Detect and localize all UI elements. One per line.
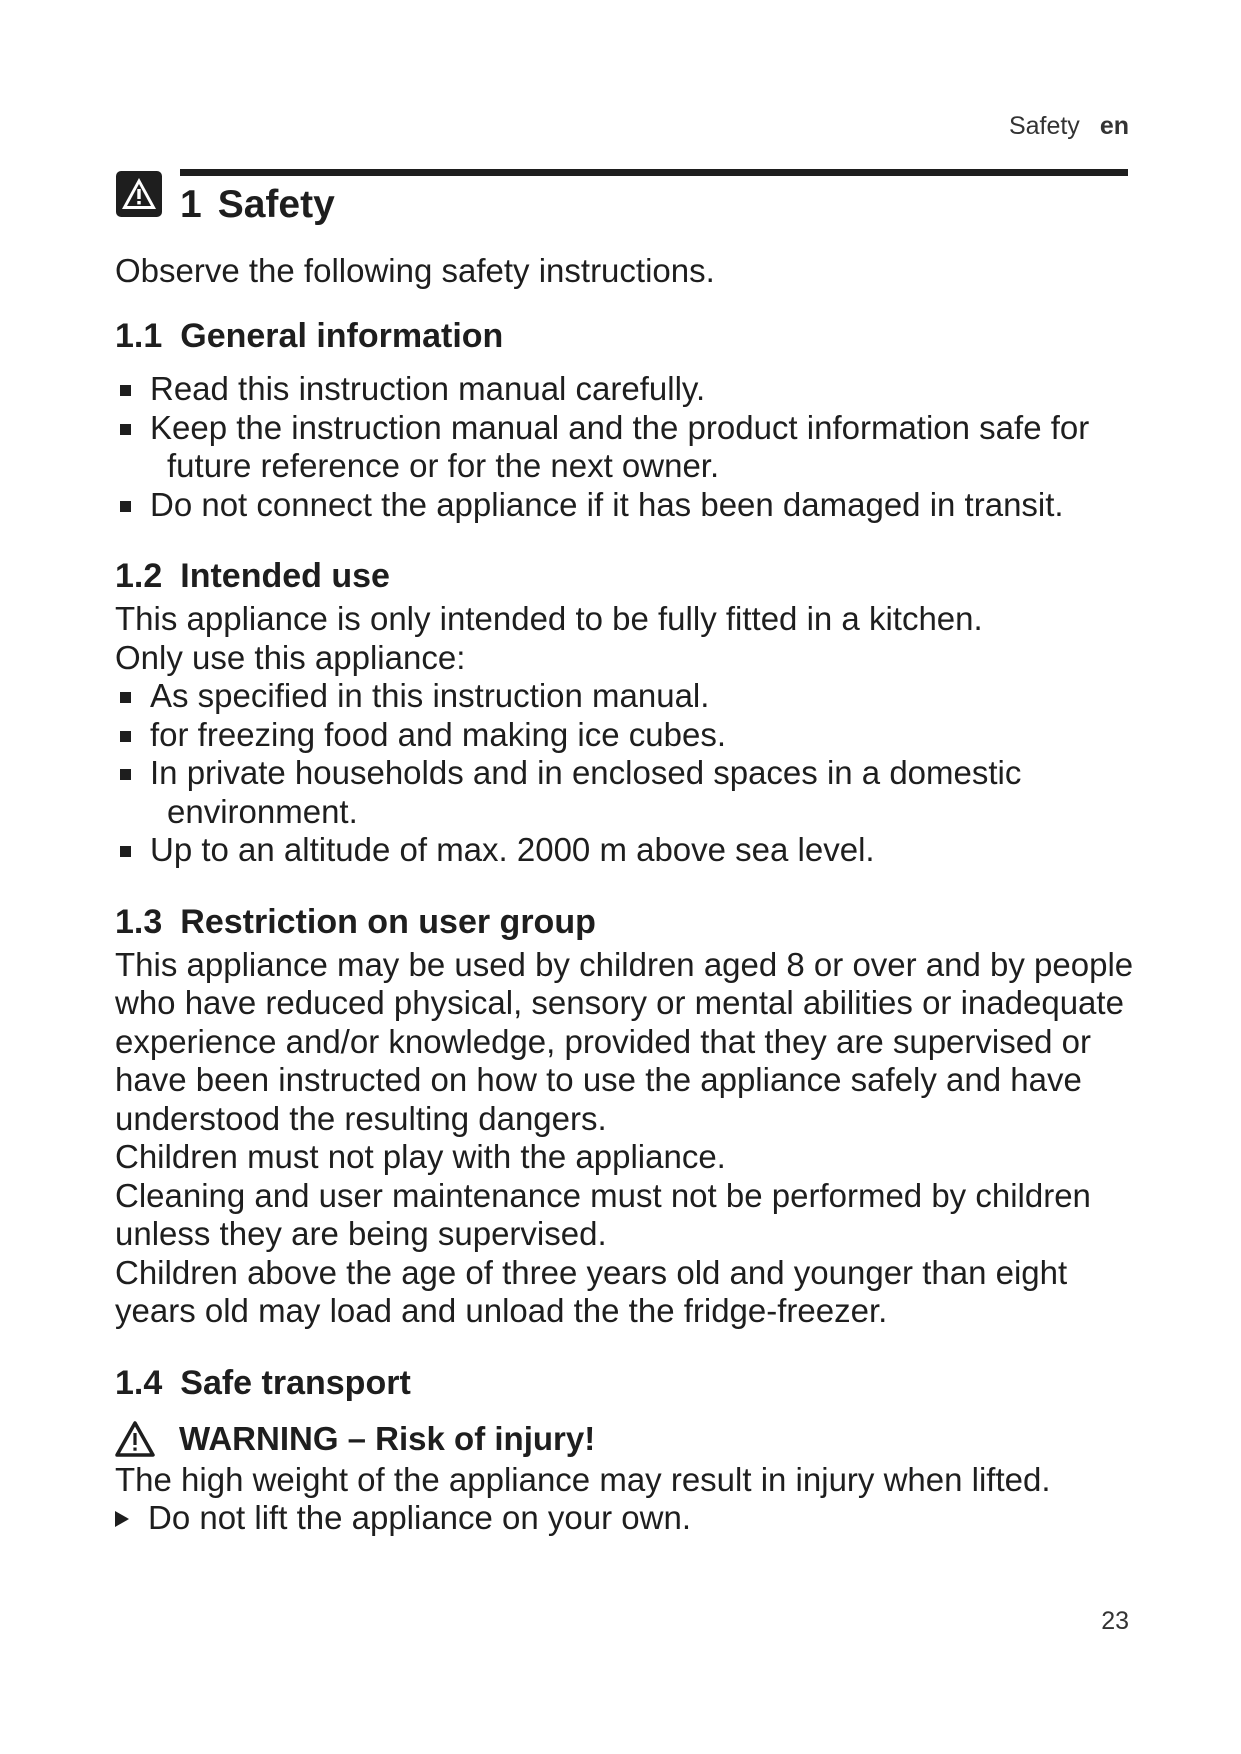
list-item: Read this instruction manual carefully. [115,370,1155,409]
section-heading-general-information [115,312,1155,360]
warning-triangle-icon [115,170,163,218]
section-heading-safe-transport [115,1359,1155,1407]
running-header [1009,112,1129,141]
header-language: en [1099,112,1129,140]
section-title: Safe transport [180,1363,411,1402]
paragraph: This appliance is only intended to be fully fitted in a kitchen. [115,600,983,637]
section-heading-restriction-on-user-group [115,898,1155,946]
section-title: Restriction on user group [180,902,596,941]
list-item: Keep the instruction manual and the product information safe for future reference or for the next owner. [115,409,1155,486]
chapter-rule [180,169,1128,176]
chapter-title-text: Safety [217,183,335,226]
paragraph: This appliance may be used by children aged 8 or over and by people who have reduced physical, sensory or mental abilities or inadequate experience and/or knowledge, provided that they are supervised or have been instructed on how to use the appliance safely and have understood the resulting dangers. [115,945,1134,1137]
chapter-number: 1 [180,183,202,226]
paragraph: Children above the age of three years old and younger than eight years old may load and unload the the fridge-freezer. [115,1253,1068,1329]
list-item: In private households and in enclosed spaces in a domestic environment. [115,754,1155,831]
section-number: 1.4 [115,1363,163,1402]
paragraph: Cleaning and user maintenance must not be performed by children unless they are being supervised. [115,1176,1091,1252]
play-arrow-icon [115,1511,129,1527]
page-number: 23 [1101,1607,1129,1635]
chapter-title [180,180,335,230]
section-number: 1.3 [115,902,163,941]
paragraph: Children must not play with the appliance. [115,1138,726,1175]
warning-triangle-icon [115,1421,155,1457]
action-text: Do not lift the appliance on your own. [148,1499,692,1536]
section-number: 1.2 [115,557,163,595]
list-item: for freezing food and making ice cubes. [115,716,1155,755]
section-title: General information [180,317,504,355]
general-information-list [115,370,1155,524]
paragraph: Only use this appliance: [115,638,466,676]
intro-text: Observe the following safety instructions. [115,252,715,289]
action-step [115,1499,1155,1538]
list-item: Up to an altitude of max. 2000 m above sea level. [115,831,1155,870]
section-heading-intended-use [115,552,1155,600]
header-section-name: Safety [1008,112,1080,140]
list-item: Do not connect the appliance if it has been damaged in transit. [115,486,1155,525]
warning-text: The high weight of the appliance may result in injury when lifted. [115,1460,1051,1498]
warning-heading [115,1417,1155,1461]
section-number: 1.1 [115,317,163,355]
intended-use-list [115,677,1155,870]
page-content [115,252,1155,1538]
warning-title: WARNING – Risk of injury! [179,1419,596,1457]
section-title: Intended use [180,557,390,595]
list-item: As specified in this instruction manual. [115,677,1155,716]
